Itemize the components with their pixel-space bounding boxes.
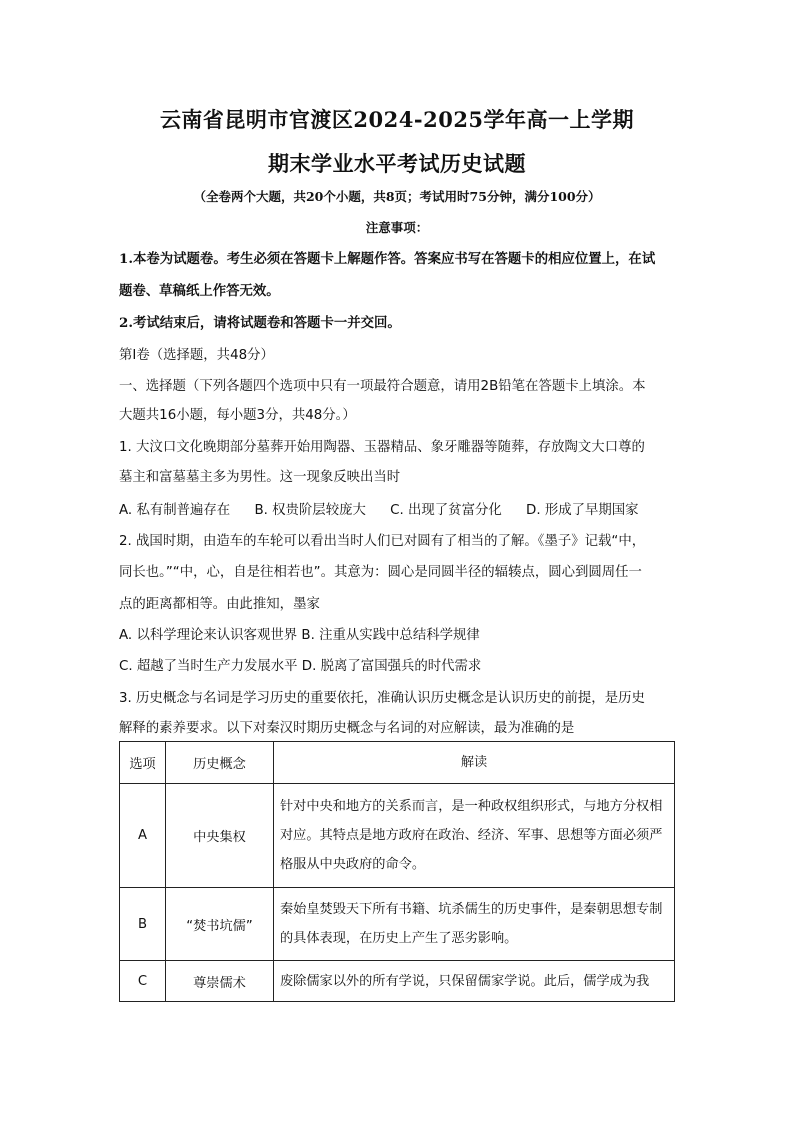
notice-heading: 注意事项： — [365, 220, 429, 235]
q3-table — [119, 741, 675, 1002]
section-heading: 第Ⅰ卷（选择题，共48分） — [119, 348, 274, 363]
table-row — [120, 888, 675, 961]
q1-stem-line1: 1. 大汶口文化晚期部分墓葬开始用陶器、玉器精品、象牙雕器等随葬，存放陶文大口尊的 — [119, 440, 645, 455]
table-cell-concept: 尊崇儒术 — [166, 961, 274, 1002]
exam-subtitle: （全卷两个大题，共20个小题，共8页；考试用时75分钟，满分100分） — [193, 189, 601, 204]
q2-options-row2: C. 超越了当时生产力发展水平 D. 脱离了富国强兵的时代需求 — [119, 659, 482, 674]
table-cell-reading: 针对中央和地方的关系而言，是一种政权组织形式，与地方分权相对应。其特点是地方政府在政治、经济、军事、思想等方面必须严格服从中央政府的命令。 — [274, 784, 675, 888]
part1-instruction-line1: 一、选择题（下列各题四个选项中只有一项最符合题意，请用2B铅笔在答题卡上填涂。本 — [119, 379, 646, 394]
notice-item1-line2: 题卷、草稿纸上作答无效。 — [119, 283, 280, 299]
exam-title-line2: 期末学业水平考试历史试题 — [268, 151, 526, 176]
table-header-row — [120, 742, 675, 784]
table-row — [120, 961, 675, 1002]
q2-options-row1: A. 以科学理论来认识客观世界 B. 注重从实践中总结科学规律 — [119, 628, 480, 643]
notice-item1-line1: 1.本卷为试题卷。考生必须在答题卡上解题作答。答案应书写在答题卡的相应位置上，在试 — [119, 251, 656, 267]
table-cell-concept: 中央集权 — [166, 784, 274, 888]
notice-item2: 2.考试结束后，请将试题卷和答题卡一并交回。 — [119, 315, 401, 331]
q3-stem-line1: 3. 历史概念与名词是学习历史的重要依托，准确认识历史概念是认识历史的前提，是历史 — [119, 691, 645, 706]
q1-option-d: D. 形成了早期国家 — [526, 503, 639, 518]
q1-options — [119, 499, 659, 518]
table-cell-option: A — [120, 784, 166, 888]
table-cell-reading: 废除儒家以外的所有学说，只保留儒家学说。此后，儒学成为我 — [274, 961, 675, 1002]
table-header-option: 选项 — [120, 742, 166, 784]
q2-stem-line1: 2. 战国时期，由造车的车轮可以看出当时人们已对圆有了相当的了解。《墨子》记载“中， — [119, 534, 646, 549]
table-cell-option: B — [120, 888, 166, 961]
part1-instruction-line2: 大题共16小题，每小题3分，共48分。） — [119, 408, 356, 423]
q1-option-c: C. 出现了贫富分化 — [390, 503, 502, 518]
q2-stem-line2: 同长也。”“中，心，自是往相若也”。其意为：圆心是同圆半径的辐辏点，圆心到圆周任一 — [119, 565, 642, 580]
table-cell-option: C — [120, 961, 166, 1002]
table-cell-reading: 秦始皇焚毁天下所有书籍、坑杀儒生的历史事件，是秦朝思想专制的具体表现，在历史上产生了恶劣影响。 — [274, 888, 675, 961]
table-row — [120, 784, 675, 888]
table-header-reading: 解读 — [274, 742, 675, 784]
q1-option-b: B. 权贵阶层较庞大 — [254, 503, 366, 518]
q1-option-a: A. 私有制普遍存在 — [119, 503, 231, 518]
q1-stem-line2: 墓主和富墓墓主多为男性。这一现象反映出当时 — [119, 470, 401, 485]
table-cell-concept: “焚书坑儒” — [166, 888, 274, 961]
table-header-concept: 历史概念 — [166, 742, 274, 784]
q2-stem-line3: 点的距离都相等。由此推知，墨家 — [119, 597, 320, 612]
exam-title-line1: 云南省昆明市官渡区2024-2025学年高一上学期 — [159, 107, 635, 132]
q3-stem-line2: 解释的素养要求。以下对秦汉时期历史概念与名词的对应解读，最为准确的是 — [119, 721, 575, 736]
